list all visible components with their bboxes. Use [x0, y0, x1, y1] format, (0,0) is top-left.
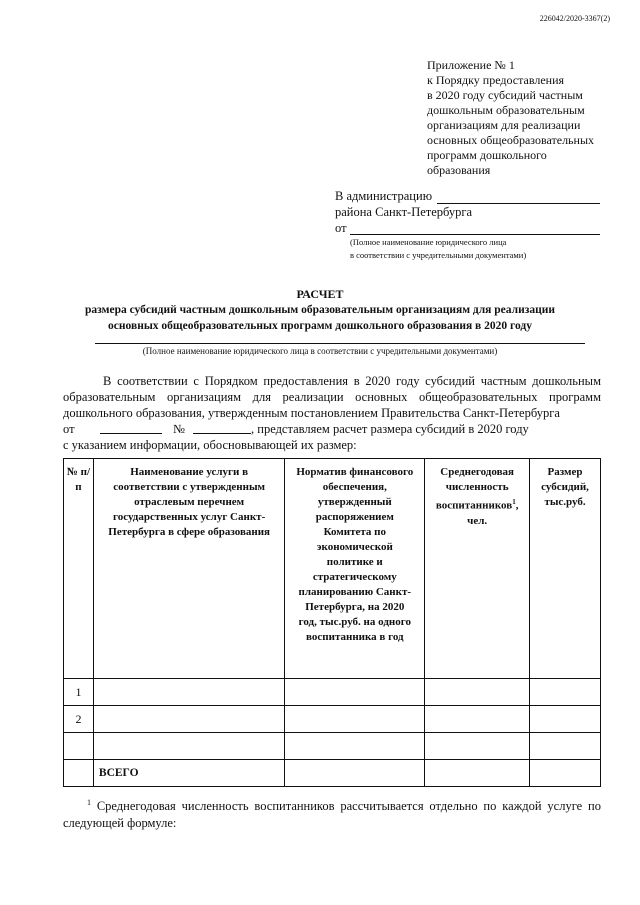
table-cell	[285, 733, 425, 760]
table-cell	[530, 760, 601, 787]
table-row	[64, 679, 601, 706]
intro-text: В соответствии с Порядком предоставления в 2020 году субсидий частным дошкольным образовательным организациям для реализации основных общеобразовательных программ дошкольного образования, утвержденным постановлением Правительства Санкт-Петербурга	[63, 374, 601, 420]
appendix-line: основных общеобразовательных	[427, 133, 595, 147]
appendix-line: образования	[427, 163, 491, 177]
number-blank	[193, 433, 251, 434]
appendix-line: программ дошкольного	[427, 148, 547, 162]
table-cell	[64, 760, 94, 787]
document-title: РАСЧЕТ	[296, 287, 344, 301]
footnote-mark: 1	[87, 798, 91, 807]
table-cell	[530, 706, 601, 733]
intro-paragraph	[63, 373, 601, 453]
appendix-line: в 2020 году субсидий частным	[427, 88, 583, 102]
header-size: Размер субсидий, тыс.руб.	[530, 459, 601, 679]
appendix-line: Приложение № 1	[427, 58, 515, 72]
table-cell	[93, 679, 284, 706]
header-num: № п/п	[64, 459, 94, 679]
header-count-unit: , чел.	[467, 499, 519, 527]
table-cell	[530, 733, 601, 760]
header-count-label: Среднегодовая численность воспитанников	[435, 466, 514, 512]
address-admin-label: В администрацию	[335, 189, 433, 203]
table-row	[64, 733, 601, 760]
entity-name-line	[95, 343, 585, 344]
table-cell	[530, 679, 601, 706]
header-norm: Норматив финансового обеспечения, утвержденный распоряжением Комитета по экономической политике и стратегическому планированию Санкт-Петербурга, на 2020 год, тыс.руб. на одного воспитанника в год	[285, 459, 425, 679]
intro-date-line	[63, 421, 601, 437]
header-service: Наименование услуги в соответствии с утвержденным отраслевым перечнем государственных услуг Санкт-Петербурга в сфере образования	[93, 459, 284, 679]
entity-hint-line1: (Полное наименование юридического лица	[350, 237, 507, 247]
address-district: района Санкт-Петербурга	[335, 205, 473, 219]
table-header-row	[64, 459, 601, 679]
document-subtitle-line2: основных общеобразовательных программ дошкольного образования в 2020 году	[108, 320, 532, 332]
header-count-sup: 1	[512, 498, 516, 506]
row-number: 2	[64, 706, 94, 733]
table-cell	[285, 760, 425, 787]
intro-rest: , представляем расчет размера субсидий в 2020 году	[251, 422, 529, 436]
table-cell	[425, 679, 530, 706]
table-cell	[425, 733, 530, 760]
intro-num-sign: №	[173, 422, 185, 436]
appendix-line: дошкольным образовательным	[427, 103, 585, 117]
intro-from-word: от	[63, 422, 75, 436]
footnote	[63, 794, 601, 832]
table-total-row	[64, 760, 601, 787]
entity-name-hint: (Полное наименование юридического лица в соответствии с учредительными документами)	[142, 346, 498, 356]
calculation-table	[63, 458, 601, 787]
table-cell	[93, 706, 284, 733]
appendix-line: к Порядку предоставления	[427, 73, 565, 87]
table-cell	[425, 706, 530, 733]
document-subtitle-line1: размера субсидий частным дошкольным образовательным организациям для реализации	[85, 304, 555, 316]
document-number: 226042/2020-3367(2)	[539, 14, 610, 23]
row-number	[64, 733, 94, 760]
total-label: ВСЕГО	[93, 760, 284, 787]
address-from-label: от	[335, 221, 347, 235]
date-blank	[100, 433, 162, 434]
entity-hint-line2: в соответствии с учредительными документами)	[350, 250, 527, 260]
header-count	[425, 459, 530, 679]
footnote-text: Среднегодовая численность воспитанников рассчитывается отдельно по каждой услуге по следующей формуле:	[63, 799, 601, 831]
admin-name-line	[437, 203, 600, 204]
table-cell	[425, 760, 530, 787]
table-cell	[285, 679, 425, 706]
from-name-line	[350, 234, 600, 235]
table-cell	[285, 706, 425, 733]
table-cell	[93, 733, 284, 760]
appendix-block	[427, 58, 627, 178]
row-number: 1	[64, 679, 94, 706]
table-row	[64, 706, 601, 733]
intro-line3: с указанием информации, обосновывающей их размер:	[63, 438, 357, 452]
appendix-line: организациям для реализации	[427, 118, 581, 132]
